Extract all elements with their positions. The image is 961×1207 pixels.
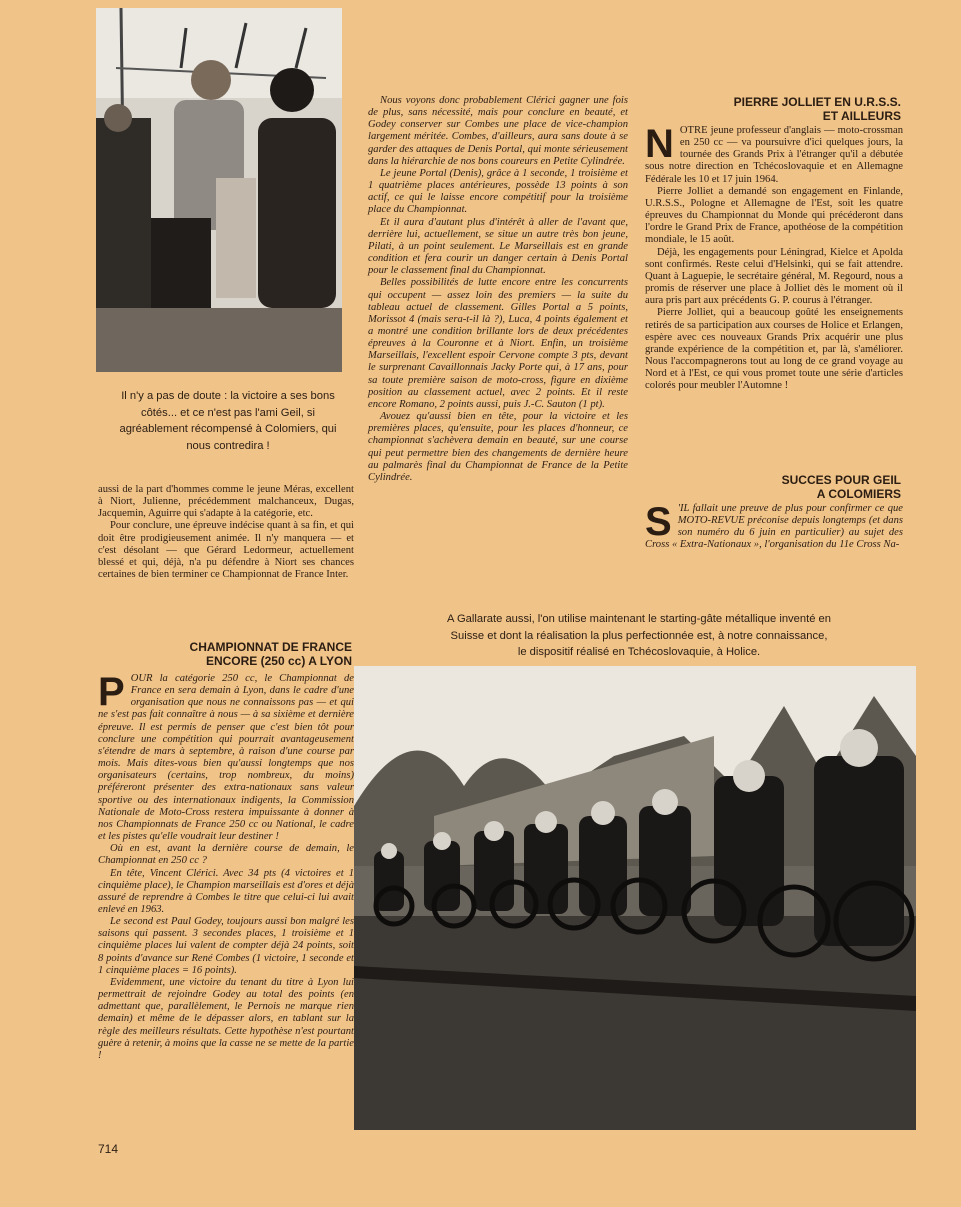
- drop-cap: N: [645, 122, 674, 166]
- heading-line: SUCCES POUR GEIL: [781, 473, 901, 487]
- paragraph: Où en est, avant la dernière course de demain, le Championnat en 250 cc ?: [98, 843, 354, 867]
- paragraph-text: 'IL fallait une preuve de plus pour confirmer ce que MOTO-REVUE préconise depuis longtemps (et dans son numéro du 6 juin en particulier) au sujet des Cross « Extra-Nationaux », l'organisation du 11e Cross Na-: [645, 503, 903, 551]
- paragraph: [645, 500, 903, 552]
- paragraph: aussi de la part d'hommes comme le jeune Méras, excellent à Niort, Julienne, précédemment malchanceux, Dugas, Jacquemin, Aguirre qui s'adapte à la catégorie, etc.: [98, 484, 354, 520]
- heading-line: A COLOMIERS: [816, 487, 901, 501]
- paragraph: Pierre Jolliet, qui a beaucoup goûté les enseignements retirés de sa participation aux courses de Holice et Erlangen, espère avec ces nouveaux Grands Prix acquérir une plus grande expérience de la compétition et, par là, s'améliorer. Nous l'accompagnerons tout au long de ce grand voyage au Nord et à l'Est, ce qui vous promet toute une série d'articles colorés pour meubler l'Automne !: [645, 307, 903, 392]
- photo-caption-top: Il n'y a pas de doute : la victoire a ses bons côtés... et ce n'est pas l'ami Geil, si agréablement récompensé à Colomiers, qui nous contredira !: [119, 390, 337, 452]
- heading-line: ET AILLEURS: [822, 109, 901, 123]
- heading-line: CHAMPIONNAT DE FRANCE: [189, 640, 352, 654]
- paragraph: [645, 122, 903, 186]
- heading-line: ENCORE (250 cc) A LYON: [205, 654, 352, 668]
- paragraph-text: OTRE jeune professeur d'anglais — moto-crossman en 250 cc — va poursuivre d'ici quelques jours, la tournée des Grands Prix à l'étranger qu'il a débutée sous notre direction en Tchécoslovaquie et en Allemagne Fédérale les 10 et 17 juin 1964.: [645, 125, 903, 185]
- drop-cap: S: [645, 500, 672, 544]
- left-column-continued: [98, 484, 354, 581]
- jolliet-article: [645, 122, 903, 392]
- jolliet-heading: [645, 95, 901, 123]
- succes-heading: [645, 473, 901, 501]
- paragraph: En tête, Vincent Clérici. Avec 34 pts (4 victoires et 1 cinquième place), le Champion marseillais est d'ores et déjà assuré de reprendre à Combes le titre que celui-ci lui avait enlevé en 1963.: [98, 867, 354, 915]
- championnat-heading: [98, 640, 352, 668]
- paragraph: Belles possibilités de lutte encore entre les concurrents qui occupent — assez loin des premiers — la suite du tableau actuel de classement. Gilles Portal a 5 points, Morissot 4 (mais sera-t-il là ?), Luca, 4 points également et a montré une condition brillante lors de deux précédentes épreuves à la Couronne et à Niort. Enfin, un troisième Marseillais, l'excellent espoir Cervone compte 3 pts, devant le surprenant Cavaillonnais Jacky Porte qui, à 17 ans, pour sa toute première saison de moto-cross, figure en dixième position au classement actuel, avec 2 points. Et il reste encore Romano, 2 points aussi, puis J.-C. Sauton (1 pt).: [368, 277, 628, 410]
- heading-line: PIERRE JOLLIET EN U.R.S.S.: [733, 95, 901, 109]
- starting-gate-photo: [354, 666, 916, 1130]
- paragraph: Avouez qu'aussi bien en tête, pour la victoire et les premières places, qu'ensuite, pour les places d'honneur, ce championnat s'achèvera demain en beauté, sur une course qui peut permettre bien des changements de dernière heure au palmarès final du Championnat de France de la Petite Cylindrée.: [368, 411, 628, 483]
- middle-column: [368, 95, 628, 484]
- paragraph: Déjà, les engagements pour Léningrad, Kielce et Apolda sont confirmés. Reste celui d'Helsinki, qui se fait attendre. Quant à Laguepie, le secrétaire général, M. Regourd, nous a promis de réserver une place à Jolliet dès le moment où il aura pris part aux précédents G. P. courus à l'étranger.: [645, 246, 903, 307]
- podium-photo: [96, 8, 342, 372]
- photo-caption-bottom: A Gallarate aussi, l'on utilise maintenant le starting-gâte métallique inventé en Suisse et dont la réalisation la plus perfectionnée est, à notre connaissance, le dispositif réalisé en Tchécoslovaquie, à Holice.: [447, 613, 831, 659]
- paragraph: Evidemment, une victoire du tenant du titre à Lyon lui permettrait de rejoindre Godey au total des points (en admettant que, parallèlement, le Pernois ne marque rien demain) et même de le dépasser alors, en tablant sur la règle des meilleurs résultats. Cette hypothèse n'est pourtant guère à retenir, à moins que la casse ne se mette de la partie !: [98, 976, 354, 1061]
- paragraph: Et il aura d'autant plus d'intérêt à aller de l'avant que, derrière lui, actuellement, se situe un autre très bon jeune, Pilati, à un point seulement. Le Marseillais est en grande condition et fera courir un danger certain à Denis Portal pour le classement final du Championnat.: [368, 216, 628, 277]
- succes-article: [645, 500, 903, 552]
- paragraph: Pour conclure, une épreuve indécise quant à sa fin, et qui doit être prodigieusement animée. Il n'y manquera — et c'est désolant — que Gérard Ledormeur, actuellement blessé et qui, déjà, n'a pu défendre à Niort ses chances certaines de bien terminer ce Championnat de France Inter.: [98, 520, 354, 581]
- paragraph: Pierre Jolliet a demandé son engagement en Finlande, U.R.S.S., Pologne et Allemagne de l'Est, soit les quatre épreuves du Championnat du Monde qui précéderont dans l'ordre le Grand Prix de France, apothéose de la compétition mondiale, le 15 août.: [645, 185, 903, 246]
- paragraph-text: OUR la catégorie 250 cc, le Championnat de France en sera demain à Lyon, dans le cadre d'une organisation que nous ne connaissons pas — et qui ne s'est pas fait connaître à nous — à sa sixième et dernière épreuve. Il est permis de penser que c'est bien tôt pour conclure une compétition qui pourrait avantageusement s'étendre de mars à septembre, à raison d'une course par mois. Mais dites-vous bien qu'aussi longtemps que nos organisateurs (certains, trop nombreux, du moins) préféreront présenter des extra-nationaux sans valeur sportive ou des internationaux indigents, la Commission Nationale de Moto-Cross restera impuissante à donner à nos Championnats de France 250 cc ou National, le cadre et les pistes qu'elle voudrait leur destiner !: [98, 673, 354, 843]
- paragraph: [98, 670, 354, 843]
- paragraph: Le jeune Portal (Denis), grâce à 1 seconde, 1 troisième et 1 quatrième places antérieures, possède 13 points à son actif, ce qui le laisse encore compétitif pour la troisième place du Championnat.: [368, 167, 628, 216]
- paragraph: Le second est Paul Godey, toujours aussi bon malgré les saisons qui passent. 3 secondes places, 1 troisième et 1 cinquième places lui valent de compter déjà 24 points, soit 8 points d'avance sur René Combes (1 victoire, 1 seconde et 1 cinquième places = 16 points).: [98, 916, 354, 976]
- page-number: 714: [98, 1142, 119, 1156]
- drop-cap: P: [98, 670, 125, 714]
- championnat-article: [98, 670, 354, 1062]
- paragraph: Nous voyons donc probablement Clérici gagner une fois de plus, sans nécessité, mais pour conclure en beauté, et Godey conserver sur Combes une place de vice-champion largement méritée. Combes, d'ailleurs, aura sans doute à se garder des attaques de Denis Portal, qui monte sérieusement dans la hiérarchie de nos bons coureurs en Petite Cylindrée.: [368, 95, 628, 167]
